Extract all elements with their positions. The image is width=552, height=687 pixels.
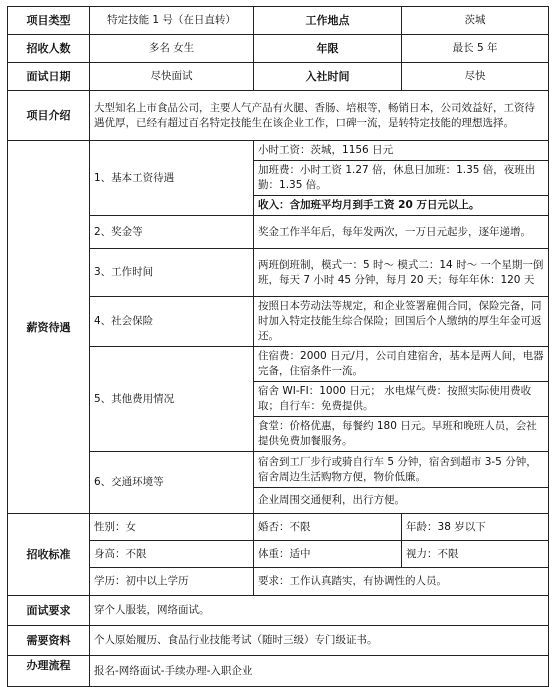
criteria-weight: 体重：适中 xyxy=(254,541,402,568)
criteria-label: 招收标准 xyxy=(8,514,90,596)
criteria-age: 年龄：38 岁以下 xyxy=(402,514,549,541)
project-type-value: 特定技能 1 号（在日直转） xyxy=(90,7,254,35)
row-recruit xyxy=(8,35,549,63)
work-hours-text: 两班倒班制，模式一：5 时～ 模式二：14 时～ 一个星期一倒班，每天 7 小时 45 分钟，每月 20 天；每年年休：120 天 xyxy=(254,249,549,297)
criteria-requirement: 要求：工作认真踏实，有协调性的人员。 xyxy=(254,568,549,596)
recruit-count-value: 多名 女生 xyxy=(90,35,254,63)
row-documents xyxy=(8,626,549,656)
job-info-table xyxy=(7,6,549,687)
transport-title: 6、交通环境等 xyxy=(90,452,254,514)
row-interview-date xyxy=(8,63,549,91)
work-hours-title: 3、工作时间 xyxy=(90,249,254,297)
transport-text: 企业周围交通便利，出行方便。 xyxy=(254,488,549,514)
interview-req-label: 面试要求 xyxy=(8,596,90,626)
bonus-text: 奖金工作半年后，每年发两次，一万日元起步，逐年递增。 xyxy=(254,216,549,249)
salary-income: 收入：含加班平均月到手工资 20 万日元以上。 xyxy=(254,196,549,216)
row-interview-req xyxy=(8,596,549,626)
process-text: 报名-网络面试-手续办理-入职企业 xyxy=(90,656,549,687)
salary-label: 薪资待遇 xyxy=(8,141,90,514)
salary-basic-title: 1、基本工资待遇 xyxy=(90,141,254,216)
criteria-vision: 视力：不限 xyxy=(402,541,549,568)
project-type-label: 项目类型 xyxy=(8,7,90,35)
interview-req-text: 穿个人服装，网络面试。 xyxy=(90,596,549,626)
housing-fee: 住宿费：2000 日元/月，公司自建宿舍，基本是两人间，电器完备，住宿条件一流。 xyxy=(254,347,549,382)
salary-overtime: 加班费：小时工资 1.27 倍，休息日加班：1.35 倍，夜班出勤：1.35 倍。 xyxy=(254,161,549,196)
insurance-title: 4、社会保险 xyxy=(90,297,254,347)
row-work-hours xyxy=(8,249,549,297)
location-value: 茨城 xyxy=(402,7,549,35)
intro-text: 大型知名上市食品公司，主要人气产品有火腿、香肠、培根等，畅销日本，公司效益好，工资待遇优厚，已经有超过百名特定技能生在该企业工作，口碑一流，是转特定技能的理想选择。 xyxy=(90,91,549,141)
process-label: 办理流程 xyxy=(8,656,90,687)
row-criteria-3 xyxy=(8,568,549,596)
criteria-height: 身高：不限 xyxy=(90,541,254,568)
row-insurance xyxy=(8,297,549,347)
salary-hourly-wage: 小时工资：茨城，1156 日元 xyxy=(254,141,549,161)
row-criteria-2 xyxy=(8,541,549,568)
utilities-fee: 宿舍 WI-FI：1000 日元； 水电煤气费：按照实际使用费收取；自行车：免费提供。 xyxy=(254,382,549,417)
documents-label: 需要资料 xyxy=(8,626,90,656)
documents-text: 个人原始履历、食品行业技能考试（随时三级）专门级证书。 xyxy=(90,626,549,656)
term-label: 年限 xyxy=(254,35,402,63)
start-date-value: 尽快 xyxy=(402,63,549,91)
criteria-marital: 婚否：不限 xyxy=(254,514,402,541)
term-value: 最长 5 年 xyxy=(402,35,549,63)
criteria-gender: 性别：女 xyxy=(90,514,254,541)
bonus-title: 2、奖金等 xyxy=(90,216,254,249)
row-criteria-1 xyxy=(8,514,549,541)
intro-label: 项目介绍 xyxy=(8,91,90,141)
row-intro xyxy=(8,91,549,141)
row-fees-a xyxy=(8,347,549,382)
criteria-education: 学历：初中以上学历 xyxy=(90,568,254,596)
row-bonus xyxy=(8,216,549,249)
fees-title: 5、其他费用情况 xyxy=(90,347,254,452)
row-transport-a xyxy=(8,452,549,488)
row-process xyxy=(8,656,549,687)
interview-date-value: 尽快面试 xyxy=(90,63,254,91)
commute-text: 宿舍到工厂步行或骑自行车 5 分钟，宿舍到超市 3-5 分钟，宿舍周边生活购物方便，物价低廉。 xyxy=(254,452,549,488)
meals-fee: 食堂：价格优惠，每餐约 180 日元。早班和晚班人员，会社提供免费加餐服务。 xyxy=(254,417,549,452)
row-salary-1a xyxy=(8,141,549,161)
insurance-text: 按照日本劳动法等规定，和企业签署雇佣合同，保险完备，同时加入特定技能生综合保险；回国后个人缴纳的厚生年金可返还。 xyxy=(254,297,549,347)
location-label: 工作地点 xyxy=(254,7,402,35)
interview-date-label: 面试日期 xyxy=(8,63,90,91)
recruit-count-label: 招收人数 xyxy=(8,35,90,63)
start-date-label: 入社时间 xyxy=(254,63,402,91)
row-project-type xyxy=(8,7,549,35)
